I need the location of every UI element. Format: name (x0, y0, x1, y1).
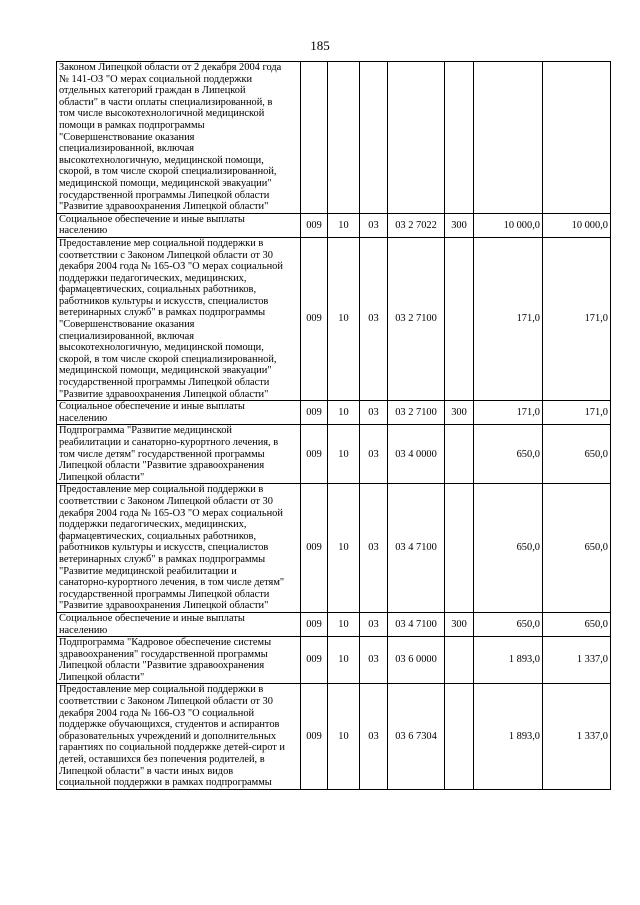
item-name-line: населению (59, 624, 108, 636)
ministry-code-cell: 009 (301, 684, 328, 789)
table-row (57, 612, 611, 636)
item-name-line: Подпрограмма "Развитие медицинской (59, 425, 232, 437)
item-name-line: ветеринарных служб" в рамках подпрограммы (59, 307, 266, 319)
table-row (57, 484, 611, 613)
amount-cell: 1 337,0 (543, 637, 611, 684)
ministry-code-cell: 009 (301, 612, 328, 636)
item-name-line: Законом Липецкой области от 2 декабря 2004 года (59, 62, 282, 73)
amount-cell: 1 893,0 (474, 684, 543, 789)
section-code-cell: 10 (328, 425, 360, 484)
item-name-cell (57, 213, 301, 237)
item-name-line: реабилитации и санаторно-курортного лечения, в (59, 437, 279, 448)
subsection-code-cell: 03 (360, 237, 388, 400)
item-name-line: Липецкой области" (59, 471, 145, 483)
expense-type-cell (445, 484, 474, 613)
expense-type-cell: 300 (445, 401, 474, 425)
expense-type-cell (445, 637, 474, 684)
table-row (57, 401, 611, 425)
item-name-line: соответствии с Законом Липецкой области от 30 (59, 696, 273, 708)
expense-type-cell (445, 62, 474, 214)
subsection-code-cell: 03 (360, 484, 388, 613)
item-name-line: "Совершенствование оказания (59, 319, 195, 331)
item-name-line: том числе детям" государственной программы (59, 448, 265, 460)
section-code-cell: 10 (328, 612, 360, 636)
target-article-cell: 03 6 7304 (388, 684, 445, 789)
item-name-line: Предоставление мер социальной поддержки в (59, 684, 264, 696)
item-name-line: "Развитие медицинской реабилитации и (59, 565, 237, 577)
amount-cell: 650,0 (474, 612, 543, 636)
amount-cell (543, 62, 611, 214)
item-name-line: скорой, в том числе скорой специализированной, (59, 353, 277, 365)
amount-cell: 1 337,0 (543, 684, 611, 789)
item-name-line: фармацевтических, социальных работников, (59, 530, 257, 542)
item-name-line: Социальное обеспечение и иные выплаты (59, 401, 245, 413)
item-name-cell (57, 637, 301, 684)
item-name-line: соответствии с Законом Липецкой области от 30 (59, 495, 273, 507)
item-name-line: государственной программы Липецкой области (59, 377, 270, 389)
item-name-line: Социальное обеспечение и иные выплаты (59, 612, 245, 624)
expense-type-cell: 300 (445, 612, 474, 636)
item-name-cell (57, 237, 301, 400)
amount-cell: 1 893,0 (474, 637, 543, 684)
item-name-line: том числе высокотехнологичной медицинской (59, 108, 265, 120)
item-name-line: "Развитие здравоохранения Липецкой области" (59, 388, 269, 400)
item-name-line: Липецкой области" (59, 671, 145, 683)
amount-cell: 171,0 (474, 237, 543, 400)
item-name-line: поддержки педагогических, медицинских, (59, 519, 247, 531)
target-article-cell: 03 4 7100 (388, 612, 445, 636)
section-code-cell: 10 (328, 213, 360, 237)
item-name-line: отдельных категорий граждан в Липецкой (59, 85, 246, 97)
target-article-cell: 03 2 7100 (388, 237, 445, 400)
item-name-line: Липецкой области" в части иных видов (59, 765, 234, 777)
amount-cell: 650,0 (543, 612, 611, 636)
item-name-cell (57, 684, 301, 789)
amount-cell: 10 000,0 (474, 213, 543, 237)
item-name-line: государственной программы Липецкой области (59, 189, 270, 201)
ministry-code-cell: 009 (301, 401, 328, 425)
ministry-code-cell: 009 (301, 484, 328, 613)
amount-cell: 650,0 (474, 484, 543, 613)
target-article-cell: 03 4 7100 (388, 484, 445, 613)
item-name-line: санаторно-курортного лечения, в том числе детям" (59, 577, 285, 589)
table-row (57, 637, 611, 684)
ministry-code-cell: 009 (301, 213, 328, 237)
item-name-line: работников культуры и искусств, специалистов (59, 542, 269, 554)
section-code-cell: 10 (328, 684, 360, 789)
item-name-line: Липецкой области "Развитие здравоохранения (59, 460, 265, 472)
subsection-code-cell: 03 (360, 637, 388, 684)
item-name-line: Подпрограмма "Кадровое обеспечение системы (59, 637, 272, 649)
item-name-cell (57, 401, 301, 425)
item-name-line: Предоставление мер социальной поддержки в (59, 237, 264, 249)
subsection-code-cell: 03 (360, 684, 388, 789)
item-name-line: поддержке обучающихся, студентов и аспирантов (59, 719, 280, 731)
item-name-cell (57, 612, 301, 636)
ministry-code-cell (301, 62, 328, 214)
item-name-line: здравоохранения" государственной программы (59, 648, 268, 660)
item-name-line: высокотехнологичную, медицинской помощи, (59, 342, 264, 354)
item-name-line: специализированной, включая (59, 330, 194, 342)
item-name-line: фармацевтических, социальных работников, (59, 284, 257, 296)
item-name-line: декабря 2004 года № 165-ОЗ "О мерах социальной (59, 507, 283, 519)
target-article-cell: 03 2 7100 (388, 401, 445, 425)
subsection-code-cell (360, 62, 388, 214)
item-name-cell (57, 425, 301, 484)
item-name-line: декабря 2004 года № 165-ОЗ "О мерах социальной (59, 261, 283, 273)
amount-cell: 171,0 (474, 401, 543, 425)
item-name-line: гарантиях по социальной поддержке детей-сирот и (59, 742, 285, 754)
subsection-code-cell: 03 (360, 401, 388, 425)
ministry-code-cell: 009 (301, 425, 328, 484)
budget-table (56, 61, 611, 790)
item-name-line: населению (59, 225, 108, 237)
amount-cell: 10 000,0 (543, 213, 611, 237)
item-name-line: Липецкой области "Развитие здравоохранения (59, 660, 265, 672)
subsection-code-cell: 03 (360, 612, 388, 636)
expense-type-cell (445, 237, 474, 400)
expense-type-cell (445, 425, 474, 484)
item-name-line: соответствии с Законом Липецкой области от 30 (59, 249, 273, 261)
item-name-line: государственной программы Липецкой области (59, 588, 270, 600)
item-name-cell (57, 62, 301, 214)
item-name-line: детей, оставшихся без попечения родителей, в (59, 754, 265, 766)
section-code-cell (328, 62, 360, 214)
ministry-code-cell: 009 (301, 237, 328, 400)
amount-cell: 171,0 (543, 401, 611, 425)
table-row (57, 425, 611, 484)
item-name-line: медицинской помощи, медицинской эвакуации" (59, 177, 272, 189)
item-name-cell (57, 484, 301, 613)
item-name-line: специализированной, включая (59, 143, 194, 155)
item-name-line: высокотехнологичную, медицинской помощи, (59, 154, 264, 166)
section-code-cell: 10 (328, 237, 360, 400)
amount-cell (474, 62, 543, 214)
table-row (57, 684, 611, 789)
page-number: 185 (310, 38, 330, 53)
item-name-line: ветеринарных служб" в рамках подпрограммы (59, 553, 266, 565)
ministry-code-cell: 009 (301, 637, 328, 684)
subsection-code-cell: 03 (360, 425, 388, 484)
item-name-line: области" в части оплаты специализированной, в (59, 96, 273, 108)
item-name-line: социальной поддержки в рамках подпрограммы (59, 777, 272, 789)
item-name-line: образовательных учреждений и дополнительных (59, 730, 277, 742)
expense-type-cell: 300 (445, 213, 474, 237)
target-article-cell: 03 4 0000 (388, 425, 445, 484)
item-name-line: декабря 2004 года № 166-ОЗ "О социальной (59, 707, 255, 719)
item-name-line: "Развитие здравоохранения Липецкой области" (59, 600, 269, 612)
amount-cell: 650,0 (474, 425, 543, 484)
target-article-cell: 03 6 0000 (388, 637, 445, 684)
section-code-cell: 10 (328, 484, 360, 613)
amount-cell: 650,0 (543, 484, 611, 613)
expense-type-cell (445, 684, 474, 789)
item-name-line: поддержки педагогических, медицинских, (59, 272, 247, 284)
table-row (57, 62, 611, 214)
amount-cell: 171,0 (543, 237, 611, 400)
target-article-cell (388, 62, 445, 214)
item-name-line: "Развитие здравоохранения Липецкой области" (59, 201, 269, 213)
item-name-line: Социальное обеспечение и иные выплаты (59, 213, 245, 225)
item-name-line: работников культуры и искусств, специалистов (59, 295, 269, 307)
table-row (57, 213, 611, 237)
item-name-line: помощи в рамках подпрограммы (59, 119, 205, 131)
table-row (57, 237, 611, 400)
amount-cell: 650,0 (543, 425, 611, 484)
item-name-line: населению (59, 412, 108, 424)
target-article-cell: 03 2 7022 (388, 213, 445, 237)
item-name-line: "Совершенствование оказания (59, 131, 195, 143)
item-name-line: скорой, в том числе скорой специализированной, (59, 166, 277, 178)
item-name-line: медицинской помощи, медицинской эвакуации" (59, 365, 272, 377)
section-code-cell: 10 (328, 637, 360, 684)
item-name-line: № 141-ОЗ "О мерах социальной поддержки (59, 73, 253, 85)
section-code-cell: 10 (328, 401, 360, 425)
item-name-line: Предоставление мер социальной поддержки в (59, 484, 264, 496)
subsection-code-cell: 03 (360, 213, 388, 237)
